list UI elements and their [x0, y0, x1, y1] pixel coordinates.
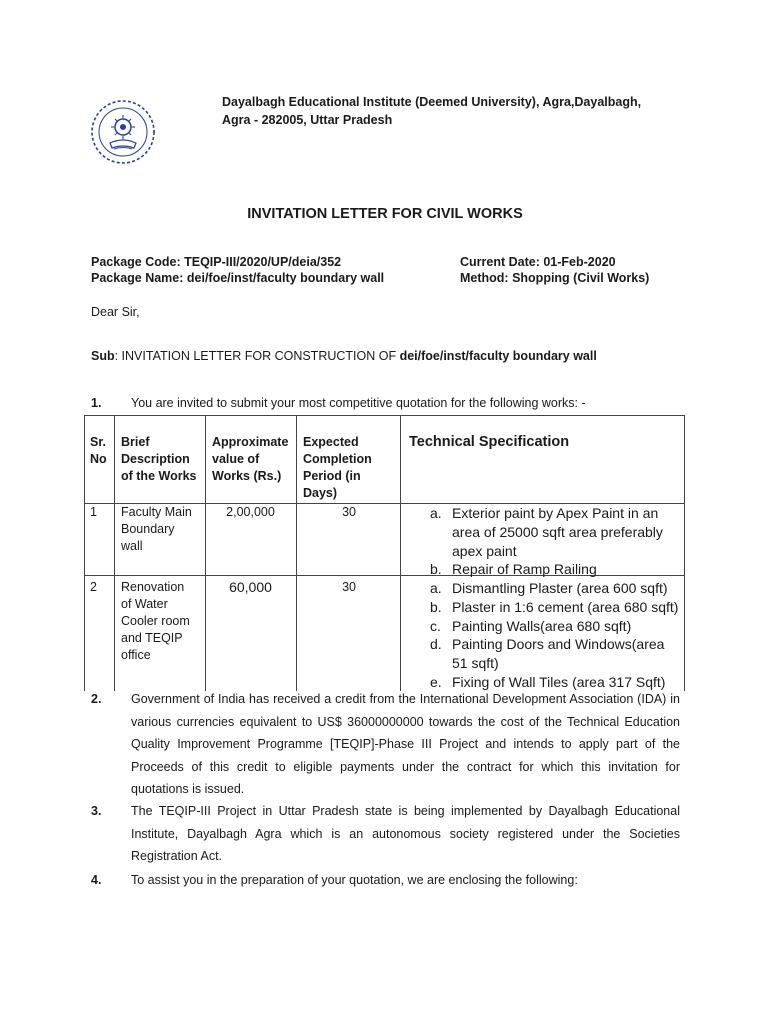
para-number-1: 1.: [91, 396, 102, 410]
row-1-sr: 1: [90, 505, 97, 519]
header-value: Approximate value of Works (Rs.): [212, 435, 289, 483]
header-sr: Sr. No: [90, 435, 107, 466]
row-1-period: 30: [342, 505, 356, 519]
subject-line: [91, 349, 597, 363]
row-2-description: Renovation of Water Cooler room and TEQIP office: [121, 580, 190, 662]
package-meta: [460, 254, 649, 286]
row-1-specs: a. Exterior paint by Apex Paint in an area of 25000 sqft area preferably apex paint b. Repair of Ramp Railing: [430, 505, 663, 578]
subject-package: dei/foe/inst/faculty boundary wall: [399, 349, 597, 363]
para-number-2: 2.: [91, 692, 102, 706]
para-number-4: 4.: [91, 873, 102, 887]
para-number-3: 3.: [91, 804, 102, 818]
procurement-method: Method: Shopping (Civil Works): [460, 271, 650, 285]
subject-text: : INVITATION LETTER FOR CONSTRUCTION OF: [114, 349, 400, 363]
header-technical-specification: Technical Specification: [409, 434, 570, 450]
institute-line-2: Agra - 282005, Uttar Pradesh: [222, 113, 393, 127]
package-info: [91, 254, 384, 286]
row-2-period: 30: [342, 580, 356, 594]
para-text-1: You are invited to submit your most competitive quotation for the following works: -: [131, 396, 586, 410]
para-text-2: Government of India has received a credit from the International Development Association (IDA) in various currencies equivalent to US$ 36000000000 towards the cost of the Technical Education Quality Improvement Programme [TEQIP]-Phase III Project and intends to apply part of the Proceeds of this credit to eligible payments under the contract for which this invitation for quotations is issued.: [131, 692, 680, 796]
para-text-4: To assist you in the preparation of your quotation, we are enclosing the following:: [131, 873, 578, 887]
salutation: Dear Sir,: [91, 305, 140, 319]
current-date: Current Date: 01-Feb-2020: [460, 255, 616, 269]
works-table: [84, 415, 685, 691]
institute-address: [222, 93, 662, 129]
subject-label: Sub: [91, 349, 115, 363]
page-title: INVITATION LETTER FOR CIVIL WORKS: [247, 206, 523, 222]
package-code: Package Code: TEQIP-III/2020/UP/deia/352: [91, 255, 342, 269]
para-text-3: The TEQIP-III Project in Uttar Pradesh state is being implemented by Dayalbagh Educational Institute, Dayalbagh Agra which is an autonomous society registered under the Societies Registration Act.: [131, 804, 680, 863]
row-2-value: 60,000: [229, 579, 272, 595]
row-2-sr: 2: [90, 580, 97, 594]
row-1-description: Faculty Main Boundary wall: [121, 505, 192, 553]
row-1-value: 2,00,000: [226, 505, 275, 519]
header-description: Brief Description of the Works: [121, 435, 197, 483]
package-name: Package Name: dei/foe/inst/faculty boundary wall: [91, 271, 385, 285]
row-2-specs: a. Dismantling Plaster (area 600 sqft) b. Plaster in 1:6 cement (area 680 sqft) c. Painting Walls(area 680 sqft) d. Painting Doors and Windows(area 51 sqft) e. Fixing of Wall Tiles (area 317 Sqft): [430, 580, 679, 690]
institute-logo: [88, 96, 158, 168]
institute-line-1: Dayalbagh Educational Institute (Deemed University), Agra,Dayalbagh,: [222, 95, 642, 109]
header-period: Expected Completion Period (in Days): [303, 435, 372, 500]
